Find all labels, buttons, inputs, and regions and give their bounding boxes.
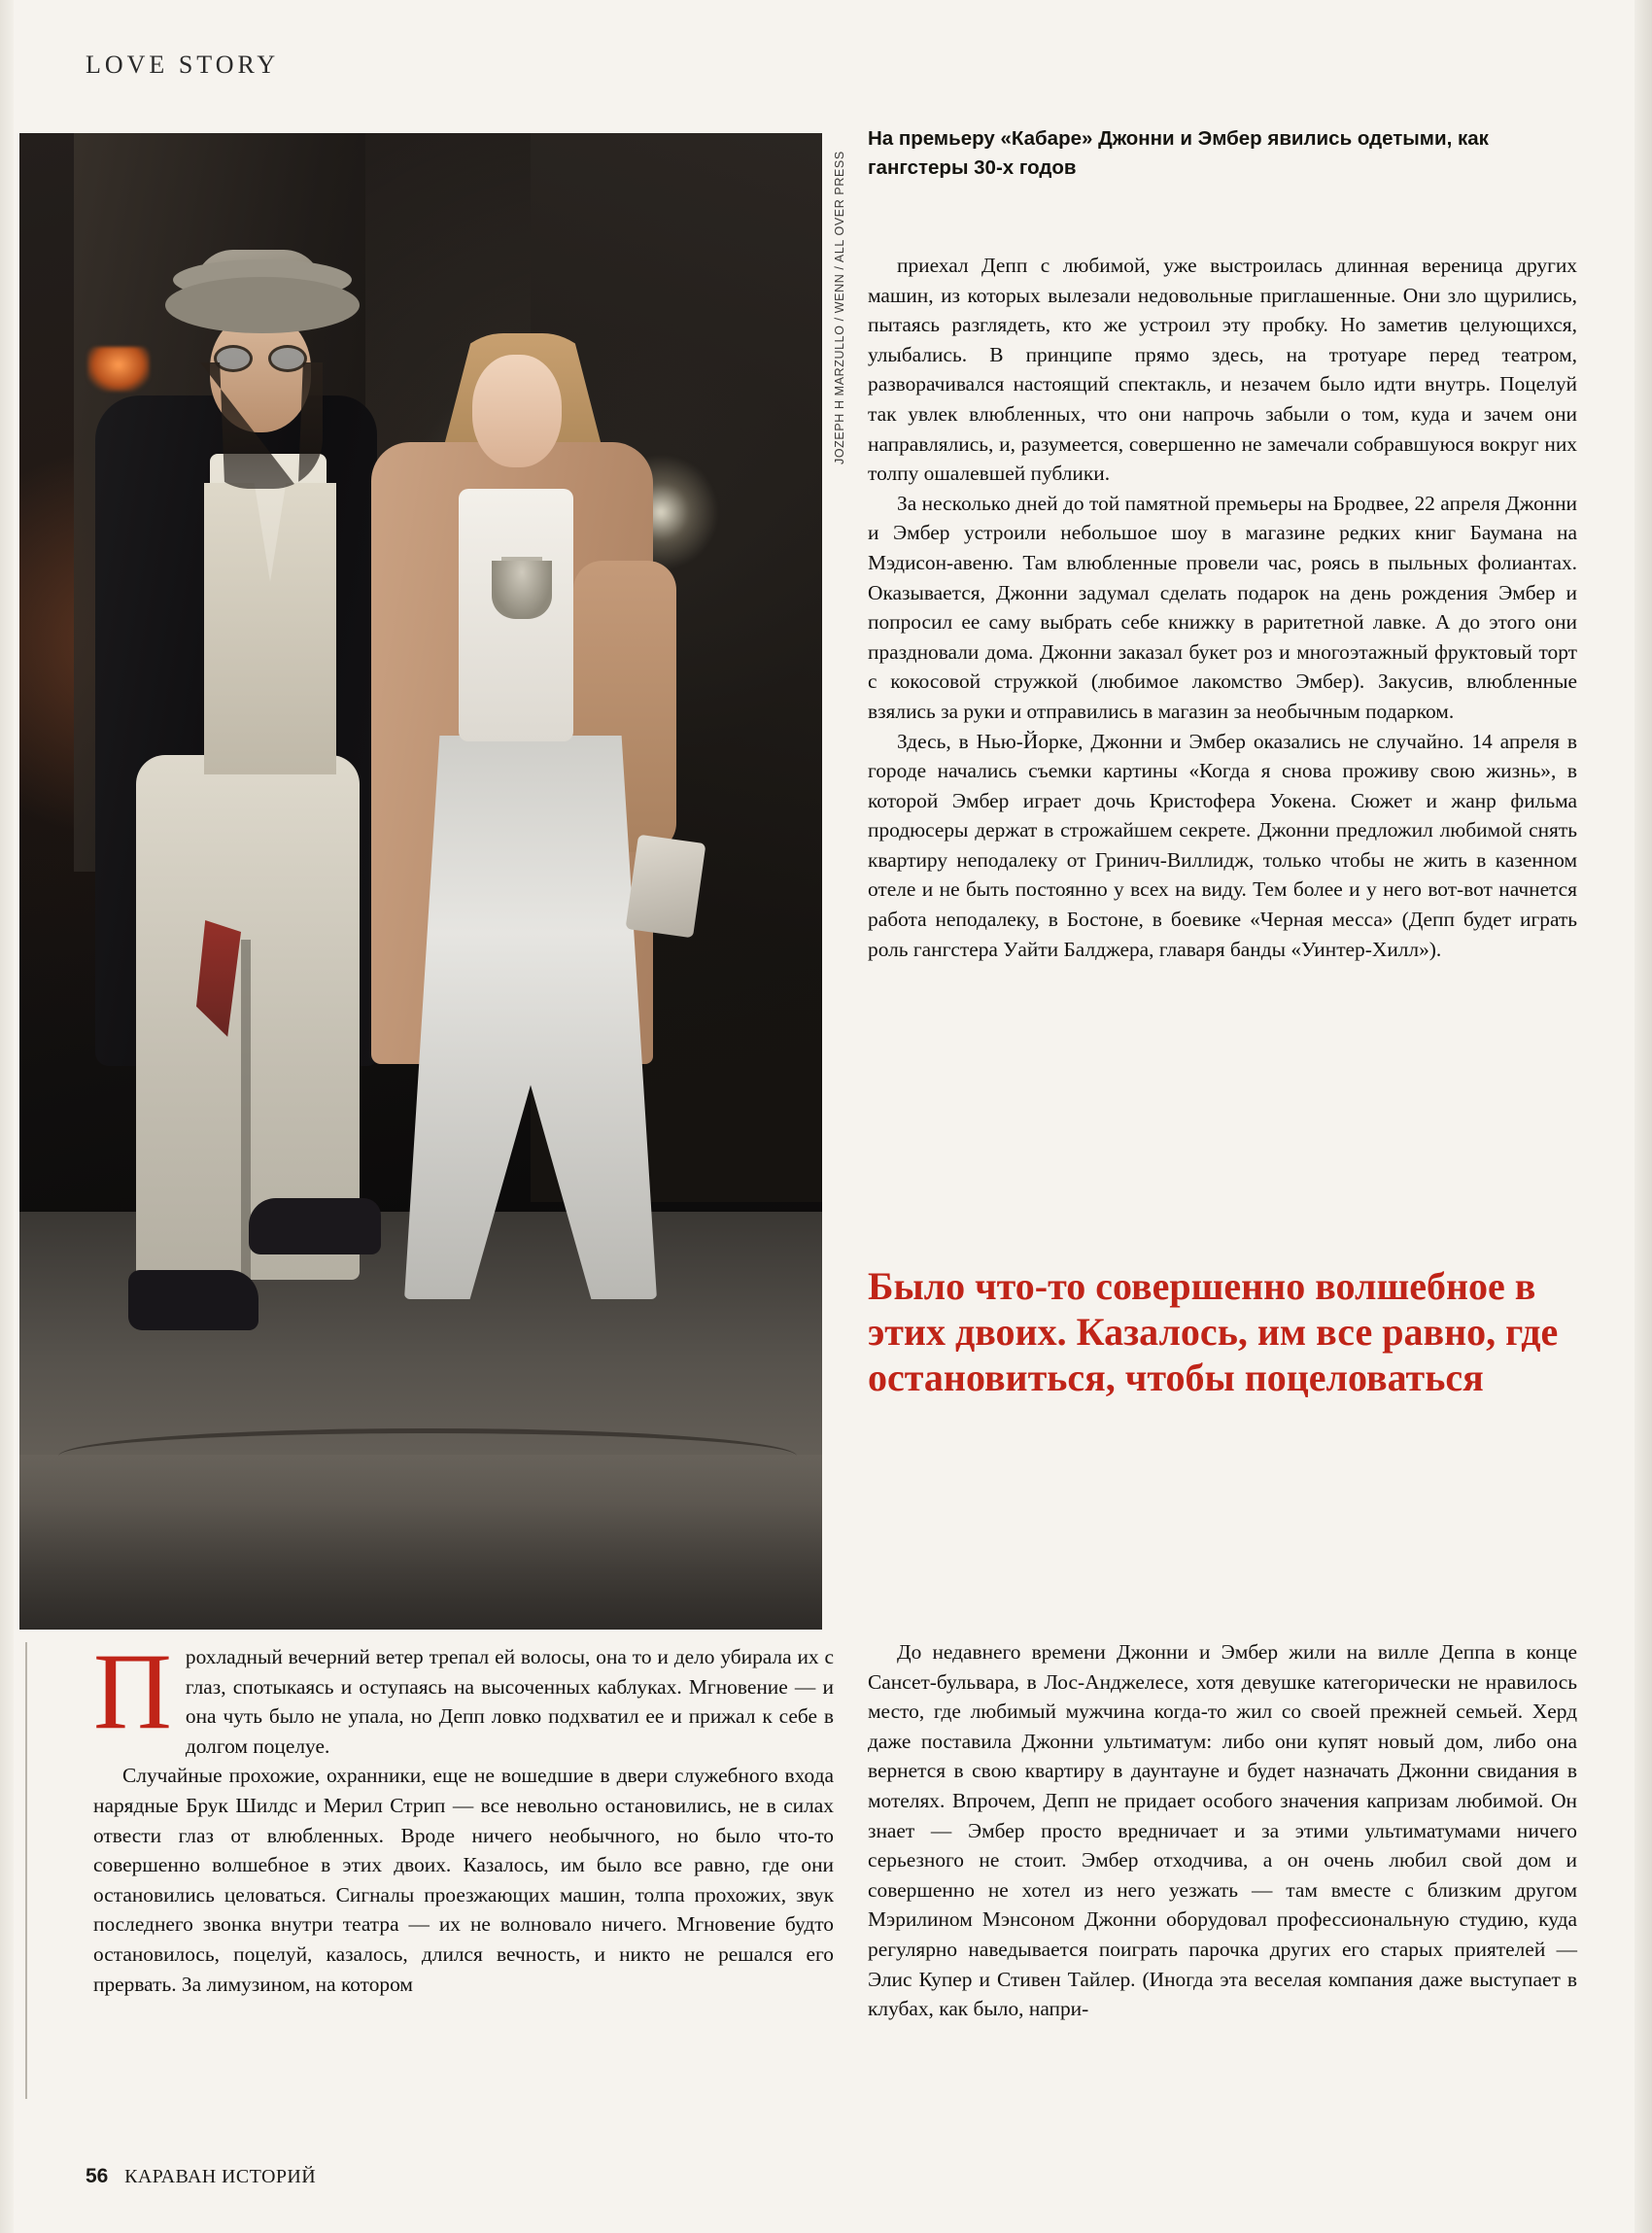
photo-man-shoe-right (249, 1198, 381, 1254)
paragraph-text: рохладный вечерний ветер трепал ей волосы, она то и дело убирала их с глаз, спотыкаясь и оступаясь на высоченных каблуках. Мгновение — и она чуть было не упала, но Депп ловко подхватил ее и прижал к себе в долгом поцелуе. (185, 1645, 834, 1758)
photo-woman-clutch (626, 835, 706, 939)
photo-velvet-rope (58, 1428, 797, 1484)
paragraph: До недавнего времени Джонни и Эмбер жили на вилле Деппа в конце Сансет-бульвара, в Лос-Анджелесе, хотя девушке категорически не нравилось место, где любимый мужчина когда-то жил со своей прежней семьей. Херд даже поставила Джонни ультиматум: либо они купят новый дом, либо она вернется в свою квартиру в даунтауне и будет назначать Джонни свидания в мотелях. Впрочем, Депп не придает особого значения капризам любимой. Он знает — Эмбер просто вредничает и за этими ультиматумами ничего серьезного не стоит. Эмбер отходчива, а он очень любил свой дом и совершенно не хотел из него уезжать — там вместе с близким другом Мэрилином Мэнсоном Джонни оборудовал профессиональную студию, куда регулярно наведывается поиграть парочка других его старых приятелей — Элис Купер и Стивен Тайлер. (Иногда эта веселая компания даже выступает в клубах, как было, напри- (868, 1640, 1577, 2021)
paragraph-with-dropcap (93, 1632, 834, 1761)
body-column-left (93, 1632, 834, 1999)
photo-credit: JOZEPH H MARZULLO / WENN / ALL OVER PRESS (833, 151, 846, 464)
photo-woman-face (472, 355, 562, 467)
photo-johnny-depp-amber-heard (19, 133, 822, 1630)
photo-lamp-glow (87, 347, 150, 392)
photo-man-shoe-left (128, 1270, 258, 1330)
photo-man-sunglasses (212, 345, 309, 366)
body-column-right-bottom (868, 1637, 1577, 2024)
paragraph: приехал Депп с любимой, уже выстроилась длинная вереница других машин, из которых вылезали недовольные приглашенные. Они зло щурились, пытаясь разглядеть, кто же устроил эту пробку. Но заметив целующихся, улыбались. В принципе прямо здесь, на тротуаре перед театром, разворачивался настоящий спектакль, и незачем было идти внутрь. Поцелуй так увлек влюбленных, что они напрочь забыли о том, куда и зачем они направлялись, и, разумеется, совершенно не замечали собравшуюся вокруг них толпу ошалевшей публики. (868, 254, 1577, 486)
running-head: LOVE STORY (86, 51, 280, 79)
paragraph: За несколько дней до той памятной премьеры на Бродвее, 22 апреля Джонни и Эмбер устроили небольшое шоу в магазине редких книг Баумана на Мэдисон-авеню. Там влюбленные провели час, роясь в пыльных фолиантах. Оказывается, Джонни задумал сделать подарок на день рождения Эмбер и попросил ее саму выбрать себе книжку в раритетной лавке. А до этого они праздновали дома. Джонни заказал букет роз и многоэтажный фруктовый торт с кокосовой стружкой (любимое лакомство Эмбер). Закусив, влюбленные взялись за руки и отправились в магазин за необычным подарком. (868, 491, 1577, 723)
page-footer (86, 2165, 316, 2188)
pull-quote: Было что-то совершенно волшебное в этих двоих. Казалось, им все равно, где остановиться, чтобы поцеловаться (868, 1264, 1559, 1399)
photo-caption-lead: На премьеру «Кабаре» Джонни и Эмбер явились одетыми, как гангстеры 30-х годов (868, 127, 1489, 179)
page-edge-right (1635, 0, 1652, 2233)
page-edge-left (0, 0, 14, 2233)
photo-man-hat-brim (165, 277, 360, 333)
paragraph: Случайные прохожие, охранники, еще не вошедшие в двери служебного входа нарядные Брук Шилдс и Мерил Стрип — все невольно остановились, не в силах отвести глаз от влюбленных. Вроде ничего необычного, но было что-то совершенно волшебное в этих двоих. Казалось, им было все равно, где они остановились целоваться. Сигналы проезжающих машин, толпа прохожих, звук последнего звонка внутри театра — их не волновало ничего. Мгновение будто остановилось, поцелуй, казалось, длился вечность, и никто не решался его прервать. За лимузином, на котором (93, 1764, 834, 1996)
body-column-right-top (868, 251, 1577, 964)
paragraph: Здесь, в Нью-Йорке, Джонни и Эмбер оказались не случайно. 14 апреля в городе начались съемки картины «Когда я снова проживу свою жизнь», в которой Эмбер играет дочь Кристофера Уокена. Сюжет и жанр фильма продюсеры держат в строжайшем секрете. Джонни предложил любимой снять квартиру неподалеку от Гринич-Виллидж, только чтобы не жить в казенном отеле и не быть постоянно у всех на виду. Тем более и у него вот-вот начнется работа неподалеку, в Бостоне, в боевике «Черная месса» (Депп будет играть роль гангстера Уайти Балджера, главаря банды «Уинтер-Хилл»). (868, 729, 1577, 961)
magazine-title: КАРАВАН ИСТОРИЙ (124, 2166, 317, 2187)
drop-cap: П (93, 1632, 172, 1752)
page-number: 56 (86, 2165, 109, 2187)
column-rule (25, 1642, 27, 2099)
photo-woman-necklace (492, 561, 552, 619)
